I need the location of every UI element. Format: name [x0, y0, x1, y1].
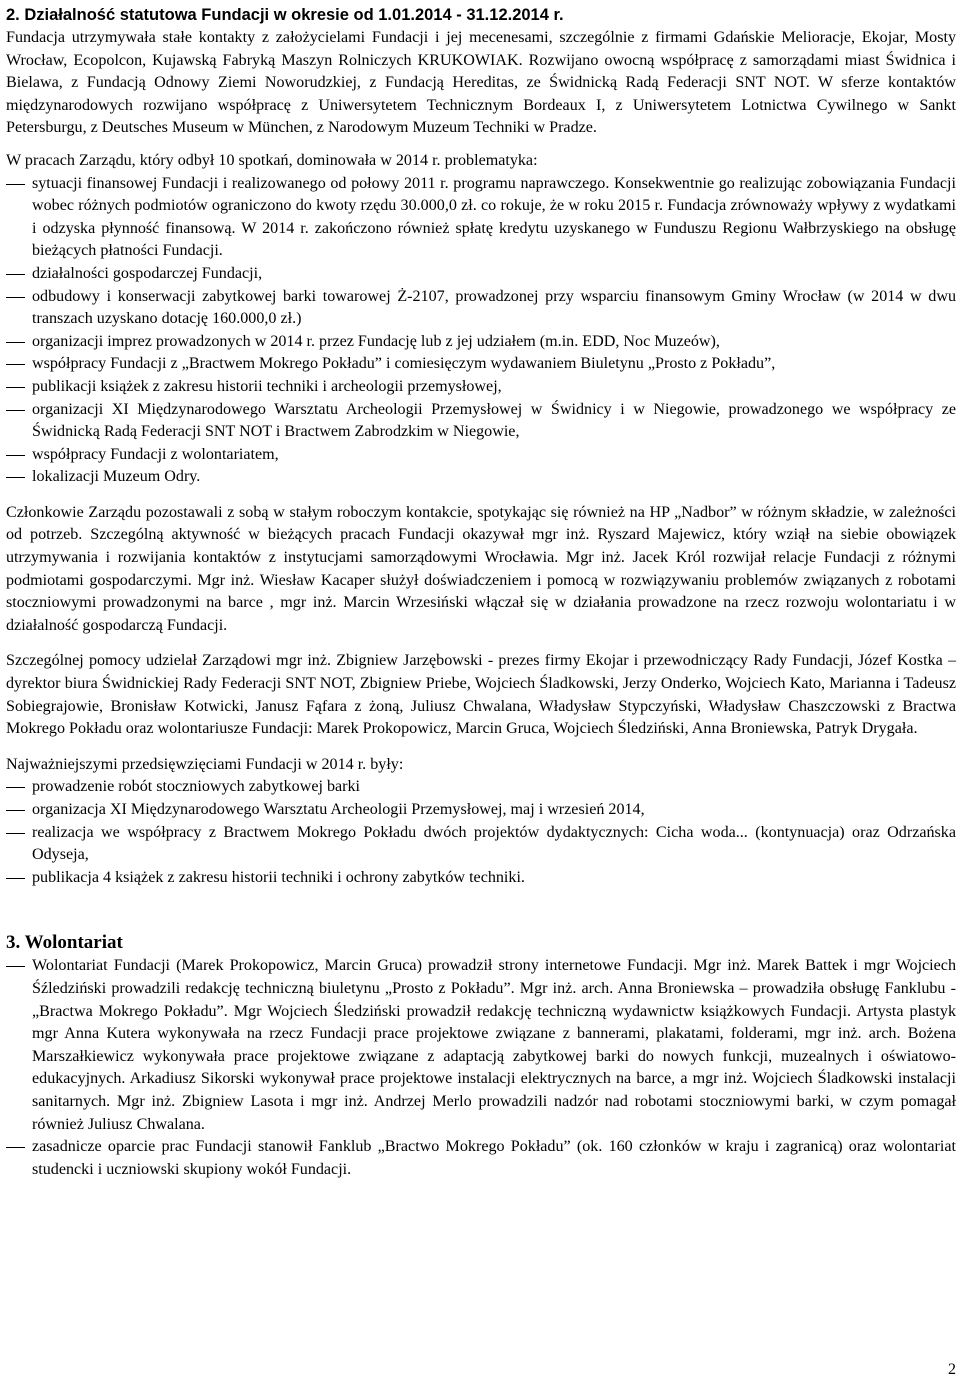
- list-item: realizacja we współpracy z Bractwem Mokrego Pokładu dwóch projektów dydaktycznych: Cicha woda... (kontynuacja) oraz Odrzańska Odyseja,: [6, 822, 956, 867]
- list-item: współpracy Fundacji z wolontariatem,: [6, 444, 956, 467]
- spacer: [6, 489, 956, 502]
- board-topics-list: [6, 173, 956, 489]
- board-intro: W pracach Zarządu, który odbył 10 spotkań, dominowała w 2014 r. problematyka:: [6, 151, 538, 169]
- spacer: [6, 741, 956, 754]
- contacts-paragraph: Fundacja utrzymywała stałe kontakty z założycielami Fundacji i jej mecenesami, szczególnie z firmami Gdańskie Melioracje, Ekojar, Mosty Wrocław, Ecopolcon, Kujawską Fabryką Maszyn Rolniczych KRUKOWIAK. Rozwijano owocną współpracę z samorządami miast Świdnica i Bielawa, z Fundacją Odnowy Ziemi Noworudzkiej, z Fundacją Hereditas, ze Świdnicką Radą Federacji SNT NOT. W sferze kontaktów międzynarodowych rozwijano współpracę z Uniwersytetem Technicznym Bordeaux I, z Uniwersytetem Lotnictwa Cywilnego w Sankt Petersburgu, z Deutsches Museum w München, z Narodowym Muzeum Techniki w Pradze.: [6, 29, 956, 137]
- key-projects-intro: Najważniejszymi przedsięwzięciami Fundacji w 2014 r. były:: [6, 755, 404, 773]
- page-number: 2: [948, 1361, 956, 1378]
- list-item: prowadzenie robót stoczniowych zabytkowej barki: [6, 776, 956, 799]
- list-item: publikacja 4 książek z zakresu historii techniki i ochrony zabytków techniki.: [6, 867, 956, 890]
- list-item: Wolontariat Fundacji (Marek Prokopowicz, Marcin Gruca) prowadził strony internetowe Fundacji. Mgr inż. Marek Battek i mgr Wojciech Śźledziński prowadzili redakcję techniczną biuletynu „Prosto z Pokładu”. Mgr inż. arch. Anna Broniewska – prowadziła obsługę Fanklubu - „Bractwa Mokrego Pokładu”. Mgr Wojciech Śledziński prowadził redakcję techniczną wydawnictw książkowych Fundacji. Artysta plastyk mgr Anna Kutera wykonywała na rzecz Fundacji prace projektowe związane z bannerami, plakatami, folderami, mgr inż. arch. Bożena Marszałkiewicz wykonywała prace projektowe związane z adaptacją zabytkowej barki do nowych funkcji, muzealnych i oświatowo-edukacyjnych. Arkadiusz Sikorski wykonywał prace projektowe instalacji elektrycznych na barce, a mgr inż. Wojciech Śladkowski instalacji sanitarnych. Mgr inż. Zbigniew Lasota i mgr inż. Andrzej Merlo prowadzili nadzór nad robotami stoczniowymi barki, w czym pomagał również Juliusz Chwalana.: [6, 955, 956, 1136]
- board-members-paragraph: Członkowie Zarządu pozostawali z sobą w stałym roboczym kontakcie, spotykając się również na HP „Nadbor” w różnym składzie, w zależności od potrzeb. Szczególną aktywność w bieżących pracach Fundacji okazywał mgr inż. Ryszard Majewicz, który wziął na siebie obowiązek utrzymywania i rozwijania kontaktów z instytucjami samorządowymi Wrocławia. Mgr inż. Jacek Król rozwijał relacje Fundacji z różnymi podmiotami gospodarczymi. Mgr inż. Wiesław Kacaper służył doświadczeniem i pomocą w rozwiązywaniu problemów związanych z robotami stoczniowymi prowadzonymi na barce , mgr inż. Marcin Wrzesiński włączał się w działania prowadzone na rzecz rozwoju wolontariatu i w działalność gospodarczą Fundacji.: [6, 503, 956, 634]
- spacer: [6, 889, 956, 931]
- list-item: działalności gospodarczej Fundacji,: [6, 263, 956, 286]
- list-item: zasadnicze oparcie prac Fundacji stanowił Fanklub „Bractwo Mokrego Pokładu” (ok. 160 członków w kraju i zagranicą) oraz wolontariat studencki i uczniowski skupiony wokół Fundacji.: [6, 1136, 956, 1181]
- key-projects-list: [6, 776, 956, 889]
- list-item: sytuacji finansowej Fundacji i realizowanego od połowy 2011 r. programu naprawczego. Konsekwentnie go realizując zobowiązania Fundacji wobec różnych podmiotów ograniczono do kwoty rzędu 30.000,0 zł. co rokuje, że w roku 2015 r. Fundacja zrównoważy wpływy z wydatkami i odzyska płynność finansową. W 2014 r. zakończono również spłatę kredytu uzyskanego w Funduszu Regionu Wałbrzyskiego na obsługę bieżących płatności Fundacji.: [6, 173, 956, 263]
- list-item: współpracy Fundacji z „Bractwem Mokrego Pokładu” i comiesięczym wydawaniem Biuletynu „Prosto z Pokładu”,: [6, 353, 956, 376]
- spacer: [6, 140, 956, 150]
- spacer: [6, 637, 956, 650]
- list-item: publikacji książek z zakresu historii techniki i archeologii przemysłowej,: [6, 376, 956, 399]
- list-item: lokalizacji Muzeum Odry.: [6, 466, 956, 489]
- list-item: odbudowy i konserwacji zabytkowej barki towarowej Ż-2107, prowadzonej przy wsparciu finansowym Gminy Wrocław (w 2014 w dwu transzach uzyskano dotację 160.000,0 zł.): [6, 286, 956, 331]
- volunteering-list: [6, 955, 956, 1181]
- list-item: organizacji XI Międzynarodowego Warsztatu Archeologii Przemysłowej w Świdnicy i w Niegowie, prowadzonego we współpracy ze Świdnicką Radą Federacji SNT NOT i Bractwem Zabrodzkim w Niegowie,: [6, 399, 956, 444]
- list-item: organizacji imprez prowadzonych w 2014 r. przez Fundację lub z jej udziałem (m.in. EDD, Noc Muzeów),: [6, 331, 956, 354]
- section-2-heading: 2. Działalność statutowa Fundacji w okresie od 1.01.2014 - 31.12.2014 r.: [6, 6, 564, 24]
- special-help-paragraph: Szczególnej pomocy udzielał Zarządowi mgr inż. Zbigniew Jarzębowski - prezes firmy Ekojar i przewodniczący Rady Fundacji, Józef Kostka – dyrektor biura Świdnickiej Rady Federacji SNT NOT, Zbigniew Priebe, Wojciech Śladkowski, Jerzy Onderko, Wojciech Kato, Marianna i Tadeusz Sobiegrajowie, Bronisław Kotwicki, Janusz Fąfara z żoną, Juliusz Chwalana, Władysław Stypczyński, Władysław Chaszczowski z Bractwa Mokrego Pokładu oraz wolontariusze Fundacji: Marek Prokopowicz, Marcin Gruca, Wojciech Śledziński, Anna Broniewska, Patryk Drygała.: [6, 652, 956, 738]
- list-item: organizacja XI Międzynarodowego Warsztatu Archeologii Przemysłowej, maj i wrzesień 2014,: [6, 799, 956, 822]
- section-3-heading: 3. Wolontariat: [6, 932, 123, 954]
